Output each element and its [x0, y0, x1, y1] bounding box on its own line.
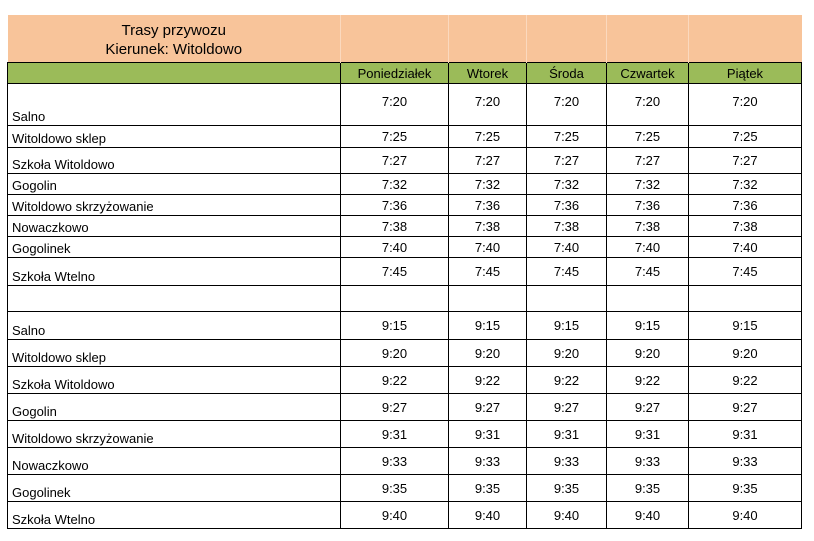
table-row: [8, 195, 802, 216]
title-filler: [607, 15, 689, 63]
time-cell-wednesday: 9:20: [527, 340, 607, 367]
time-cell-tuesday: 7:32: [449, 174, 527, 195]
time-cell-wednesday: 9:27: [527, 394, 607, 421]
title-line-1: Trasy przywozu: [121, 21, 226, 39]
time-cell-monday: 9:35: [341, 475, 449, 502]
stop-name-cell: Szkoła Wtelno: [8, 258, 341, 286]
time-cell-thursday: 7:40: [607, 237, 689, 258]
time-cell-thursday: 9:35: [607, 475, 689, 502]
table-row: [8, 421, 802, 448]
table-row: [8, 258, 802, 286]
time-cell-thursday: 9:15: [607, 312, 689, 340]
title-cell: [8, 15, 341, 63]
time-cell-friday: 9:31: [689, 421, 802, 448]
stop-name-cell: Salno: [8, 312, 341, 340]
time-cell-friday: 9:20: [689, 340, 802, 367]
stop-name-cell: Witoldowo skrzyżowanie: [8, 195, 341, 216]
timetable-sheet: [7, 15, 802, 529]
day-header-tuesday: Wtorek: [449, 63, 527, 84]
time-cell-tuesday: 9:31: [449, 421, 527, 448]
table-row: [8, 475, 802, 502]
time-cell-wednesday: 9:31: [527, 421, 607, 448]
time-cell-friday: 7:25: [689, 126, 802, 148]
time-cell-wednesday: 9:22: [527, 367, 607, 394]
time-cell-thursday: 7:45: [607, 258, 689, 286]
time-cell-friday: 7:36: [689, 195, 802, 216]
table-row: [8, 237, 802, 258]
time-cell-monday: 9:40: [341, 502, 449, 529]
time-cell-friday: 9:35: [689, 475, 802, 502]
time-cell-friday: 9:27: [689, 394, 802, 421]
time-cell-friday: 9:22: [689, 367, 802, 394]
empty-cell: [341, 286, 449, 312]
title-filler: [527, 15, 607, 63]
stop-name-cell: Witoldowo sklep: [8, 340, 341, 367]
time-cell-thursday: 7:20: [607, 84, 689, 126]
title-filler: [689, 15, 802, 63]
table-row: [8, 84, 802, 126]
time-cell-monday: 9:15: [341, 312, 449, 340]
time-cell-thursday: 9:27: [607, 394, 689, 421]
day-header-monday: Poniedziałek: [341, 63, 449, 84]
time-cell-friday: 9:40: [689, 502, 802, 529]
time-cell-friday: 7:20: [689, 84, 802, 126]
table-row: [8, 448, 802, 475]
time-cell-friday: 7:32: [689, 174, 802, 195]
stop-name-cell: Witoldowo skrzyżowanie: [8, 421, 341, 448]
time-cell-tuesday: 7:45: [449, 258, 527, 286]
table-row: [8, 126, 802, 148]
time-cell-monday: 7:36: [341, 195, 449, 216]
day-header-friday: Piątek: [689, 63, 802, 84]
time-cell-monday: 7:27: [341, 148, 449, 174]
time-cell-tuesday: 9:40: [449, 502, 527, 529]
table-row: [8, 174, 802, 195]
stop-name-cell: Szkoła Witoldowo: [8, 367, 341, 394]
stop-name-cell: Gogolin: [8, 394, 341, 421]
time-cell-monday: 9:31: [341, 421, 449, 448]
time-cell-monday: 7:20: [341, 84, 449, 126]
time-cell-thursday: 9:20: [607, 340, 689, 367]
table-row: [8, 216, 802, 237]
time-cell-friday: 9:33: [689, 448, 802, 475]
time-cell-tuesday: 7:40: [449, 237, 527, 258]
stop-name-cell: Gogolinek: [8, 237, 341, 258]
day-header-thursday: Czwartek: [607, 63, 689, 84]
empty-cell: [689, 286, 802, 312]
time-cell-friday: 7:38: [689, 216, 802, 237]
time-cell-thursday: 7:32: [607, 174, 689, 195]
time-cell-thursday: 9:22: [607, 367, 689, 394]
timetable: [7, 15, 802, 529]
empty-cell: [607, 286, 689, 312]
stop-name-cell: Salno: [8, 84, 341, 126]
empty-cell: [449, 286, 527, 312]
time-cell-wednesday: 7:27: [527, 148, 607, 174]
table-row: [8, 367, 802, 394]
time-cell-thursday: 7:38: [607, 216, 689, 237]
empty-cell: [527, 286, 607, 312]
time-cell-wednesday: 9:40: [527, 502, 607, 529]
stop-name-cell: Nowaczkowo: [8, 448, 341, 475]
title-filler: [449, 15, 527, 63]
time-cell-thursday: 7:25: [607, 126, 689, 148]
spacer-row: [8, 286, 802, 312]
time-cell-monday: 9:22: [341, 367, 449, 394]
table-row: [8, 148, 802, 174]
time-cell-monday: 7:40: [341, 237, 449, 258]
time-cell-thursday: 9:31: [607, 421, 689, 448]
time-cell-wednesday: 9:15: [527, 312, 607, 340]
stop-name-cell: Szkoła Witoldowo: [8, 148, 341, 174]
time-cell-thursday: 9:40: [607, 502, 689, 529]
time-cell-wednesday: 7:32: [527, 174, 607, 195]
time-cell-tuesday: 9:33: [449, 448, 527, 475]
time-cell-monday: 9:33: [341, 448, 449, 475]
time-cell-wednesday: 7:38: [527, 216, 607, 237]
title-filler: [341, 15, 449, 63]
empty-cell: [8, 286, 341, 312]
time-cell-monday: 7:32: [341, 174, 449, 195]
time-cell-wednesday: 9:33: [527, 448, 607, 475]
time-cell-friday: 7:40: [689, 237, 802, 258]
time-cell-monday: 7:45: [341, 258, 449, 286]
time-cell-monday: 9:20: [341, 340, 449, 367]
time-cell-tuesday: 7:25: [449, 126, 527, 148]
time-cell-wednesday: 9:35: [527, 475, 607, 502]
time-cell-tuesday: 9:20: [449, 340, 527, 367]
time-cell-tuesday: 9:35: [449, 475, 527, 502]
time-cell-wednesday: 7:36: [527, 195, 607, 216]
header-blank-cell: [8, 63, 341, 84]
stop-name-cell: Nowaczkowo: [8, 216, 341, 237]
time-cell-wednesday: 7:40: [527, 237, 607, 258]
time-cell-monday: 7:25: [341, 126, 449, 148]
stop-name-cell: Szkoła Wtelno: [8, 502, 341, 529]
time-cell-thursday: 9:33: [607, 448, 689, 475]
time-cell-friday: 9:15: [689, 312, 802, 340]
time-cell-tuesday: 7:27: [449, 148, 527, 174]
time-cell-tuesday: 7:38: [449, 216, 527, 237]
time-cell-monday: 9:27: [341, 394, 449, 421]
day-header-wednesday: Środa: [527, 63, 607, 84]
time-cell-tuesday: 7:36: [449, 195, 527, 216]
header-row: [8, 63, 802, 84]
table-row: [8, 340, 802, 367]
title-row: [8, 15, 802, 63]
table-row: [8, 394, 802, 421]
time-cell-thursday: 7:36: [607, 195, 689, 216]
title-line-2: Kierunek: Witoldowo: [105, 40, 243, 58]
time-cell-tuesday: 7:20: [449, 84, 527, 126]
time-cell-friday: 7:27: [689, 148, 802, 174]
stop-name-cell: Gogolinek: [8, 475, 341, 502]
stop-name-cell: Witoldowo sklep: [8, 126, 341, 148]
time-cell-wednesday: 7:25: [527, 126, 607, 148]
time-cell-tuesday: 9:27: [449, 394, 527, 421]
time-cell-monday: 7:38: [341, 216, 449, 237]
table-row: [8, 312, 802, 340]
time-cell-wednesday: 7:45: [527, 258, 607, 286]
time-cell-tuesday: 9:22: [449, 367, 527, 394]
time-cell-friday: 7:45: [689, 258, 802, 286]
time-cell-tuesday: 9:15: [449, 312, 527, 340]
time-cell-wednesday: 7:20: [527, 84, 607, 126]
time-cell-thursday: 7:27: [607, 148, 689, 174]
stop-name-cell: Gogolin: [8, 174, 341, 195]
table-row: [8, 502, 802, 529]
